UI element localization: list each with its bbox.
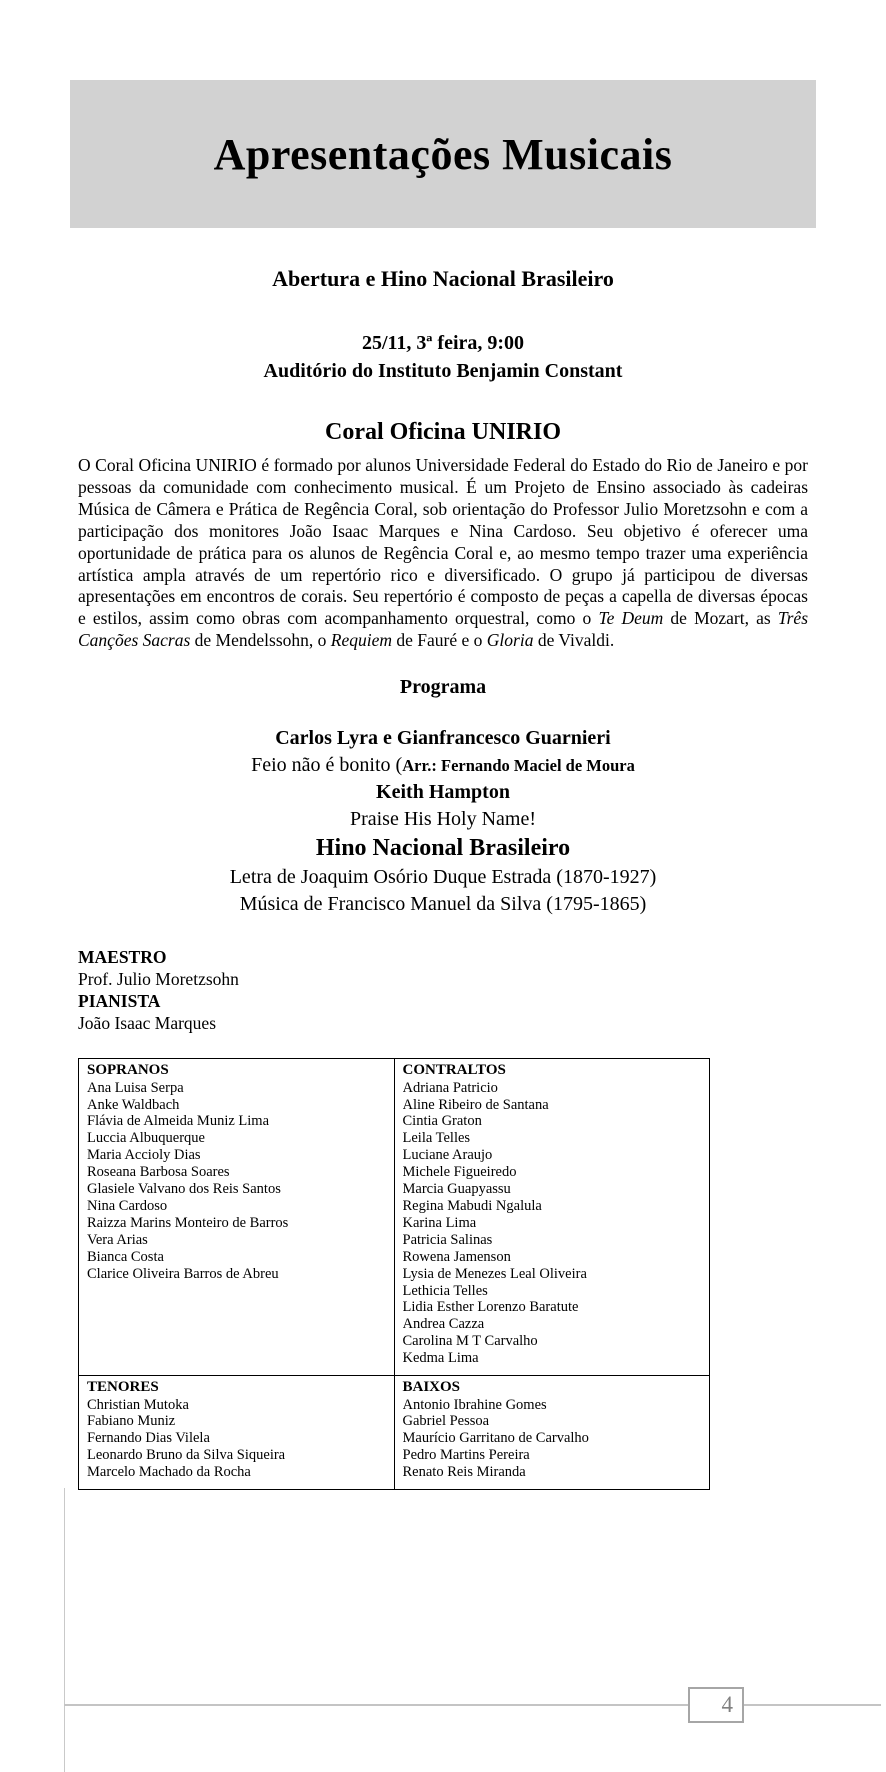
roster-name: Aline Ribeiro de Santana	[402, 1096, 549, 1113]
roster-name: Anke Waldbach	[87, 1096, 180, 1113]
roster-name: Maurício Garritano de Carvalho	[402, 1430, 589, 1447]
credits-block	[78, 946, 808, 1034]
pianist-name: João Isaac Marques	[78, 1013, 217, 1034]
roster-name: Maria Accioly Dias	[87, 1147, 201, 1164]
roster-table	[78, 1058, 710, 1490]
roster-name: Vera Arias	[87, 1231, 148, 1248]
roster-name: Roseana Barbosa Soares	[87, 1164, 230, 1181]
program-composer: Carlos Lyra e Gianfrancesco Guarnieri	[275, 727, 611, 750]
roster-name: Fernando Dias Vilela	[87, 1430, 210, 1447]
piece-title: Feio não é bonito (	[251, 754, 403, 777]
program-piece	[78, 752, 808, 779]
text-segment: Três Canções Sacras	[78, 608, 809, 651]
program-list	[78, 725, 808, 918]
voice-header-baixos: BAIXOS	[402, 1379, 461, 1396]
event-venue: Auditório do Instituto Benjamin Constant	[263, 360, 623, 382]
roster-name: Karina Lima	[402, 1214, 477, 1231]
roster-name: Nina Cardoso	[87, 1198, 168, 1214]
roster-name: Glasiele Valvano dos Reis Santos	[87, 1181, 281, 1198]
anthem-lyrics-credit: Letra de Joaquim Osório Duque Estrada (1870-1927)	[229, 866, 657, 889]
contraltos-cell	[394, 1059, 710, 1376]
roster-name: Rowena Jamenson	[402, 1248, 511, 1265]
text-segment: de Mendelssohn, o	[190, 630, 331, 651]
text-segment: Te Deum	[598, 608, 664, 629]
text-segment: O Coral Oficina UNIRIO é formado por alunos Universidade Federal do Estado do Rio de Janeiro e por pessoas da comunidade com conhecimento musical. É um Projeto de Ensino associado às cadeiras Música de Câmera e Prática de Regência Coral, sob orientação do Professor Julio Moretzsohn e com a participação dos monitores João Isaac Marques e Nina Cardoso. Seu objetivo é oferecer uma oportunidade de prática para os alunos de Regência Coral e, ao mesmo tempo trazer uma experiência artística ampla através de um repertório rico e diversificado. O grupo já participou de diversas apresentações em encontros de corais. Seu repertório é composto de peças a capella de diversas épocas e estilos, assim como obras com acompanhamento orquestral, como o	[78, 455, 808, 629]
left-margin-line	[64, 1488, 65, 1772]
roster-name: Adriana Patricio	[402, 1079, 498, 1096]
roster-row-upper	[79, 1059, 710, 1376]
roster-name: Andrea Cazza	[402, 1316, 485, 1333]
page-banner	[70, 80, 816, 228]
roster-name: Michele Figueiredo	[402, 1164, 517, 1181]
roster-name: Regina Mabudi Ngalula	[402, 1198, 542, 1214]
voice-header-sopranos: SOPRANOS	[87, 1062, 169, 1079]
roster-name: Carolina M T Carvalho	[402, 1333, 538, 1350]
roster-name: Gabriel Pessoa	[402, 1413, 490, 1430]
roster-name: Leonardo Bruno da Silva Siqueira	[87, 1447, 286, 1464]
roster-name: Renato Reis Miranda	[402, 1464, 526, 1481]
roster-name: Ana Luisa Serpa	[87, 1079, 184, 1096]
roster-name: Flávia de Almeida Muniz Lima	[87, 1113, 270, 1130]
program-composer: Keith Hampton	[376, 781, 510, 804]
text-segment: de Fauré e o	[392, 630, 487, 651]
roster-name: Fabiano Muniz	[87, 1413, 176, 1430]
program-heading: Programa	[399, 676, 487, 699]
tenores-cell	[79, 1376, 395, 1490]
roster-row-lower	[79, 1376, 710, 1490]
roster-name: Marcelo Machado da Rocha	[87, 1464, 251, 1481]
voice-header-contraltos: CONTRALTOS	[402, 1062, 506, 1079]
page-content	[78, 266, 808, 1490]
contraltos-names	[403, 1080, 702, 1367]
page-title: Apresentações Musicais	[213, 129, 673, 179]
roster-name: Clarice Oliveira Barros de Abreu	[87, 1265, 279, 1282]
sopranos-cell	[79, 1059, 395, 1376]
roster-name: Lethicia Telles	[402, 1282, 488, 1299]
baixos-names	[403, 1397, 702, 1482]
roster-name: Patricia Salinas	[402, 1231, 493, 1248]
anthem-music-credit: Música de Francisco Manuel da Silva (1795-1865)	[239, 893, 647, 916]
roster-name: Kedma Lima	[402, 1350, 479, 1367]
maestro-name: Prof. Julio Moretzsohn	[78, 969, 239, 990]
pianist-label: PIANISTA	[78, 991, 161, 1012]
text-segment: de Mozart, as	[663, 608, 778, 629]
text-segment: Gloria	[486, 630, 534, 651]
sopranos-names	[87, 1080, 386, 1283]
roster-name: Luccia Albuquerque	[87, 1130, 205, 1147]
voice-header-tenores: TENORES	[87, 1379, 159, 1396]
roster-name: Raizza Marins Monteiro de Barros	[87, 1214, 289, 1231]
program-piece: Praise His Holy Name!	[349, 808, 537, 831]
event-title: Abertura e Hino Nacional Brasileiro	[272, 266, 614, 291]
tenores-names	[87, 1397, 386, 1482]
baixos-cell	[394, 1376, 710, 1490]
footer-divider	[64, 1704, 881, 1706]
roster-name: Luciane Araujo	[402, 1147, 493, 1164]
roster-name: Cintia Graton	[402, 1113, 482, 1130]
roster-name: Lysia de Menezes Leal Oliveira	[402, 1265, 587, 1282]
roster-name: Bianca Costa	[87, 1248, 164, 1265]
roster-name: Leila Telles	[402, 1130, 471, 1147]
roster-name: Christian Mutoka	[87, 1396, 189, 1413]
roster-name: Lidia Esther Lorenzo Baratute	[402, 1299, 579, 1316]
event-datetime: 25/11, 3ª feira, 9:00	[361, 332, 525, 354]
piece-arranger: Arr.: Fernando Maciel de Moura	[402, 756, 635, 776]
text-segment: Requiem	[330, 630, 392, 651]
maestro-label: MAESTRO	[78, 947, 167, 968]
roster-name: Antonio Ibrahine Gomes	[402, 1396, 547, 1413]
text-segment: de Vivaldi.	[533, 630, 615, 651]
page-number-box	[688, 1687, 744, 1723]
anthem-title: Hino Nacional Brasileiro	[315, 835, 571, 862]
page-number: 4	[721, 1692, 733, 1717]
choir-description	[78, 455, 808, 652]
roster-name: Pedro Martins Pereira	[402, 1447, 530, 1464]
choir-name: Coral Oficina UNIRIO	[325, 419, 561, 445]
roster-name: Marcia Guapyassu	[402, 1181, 511, 1198]
